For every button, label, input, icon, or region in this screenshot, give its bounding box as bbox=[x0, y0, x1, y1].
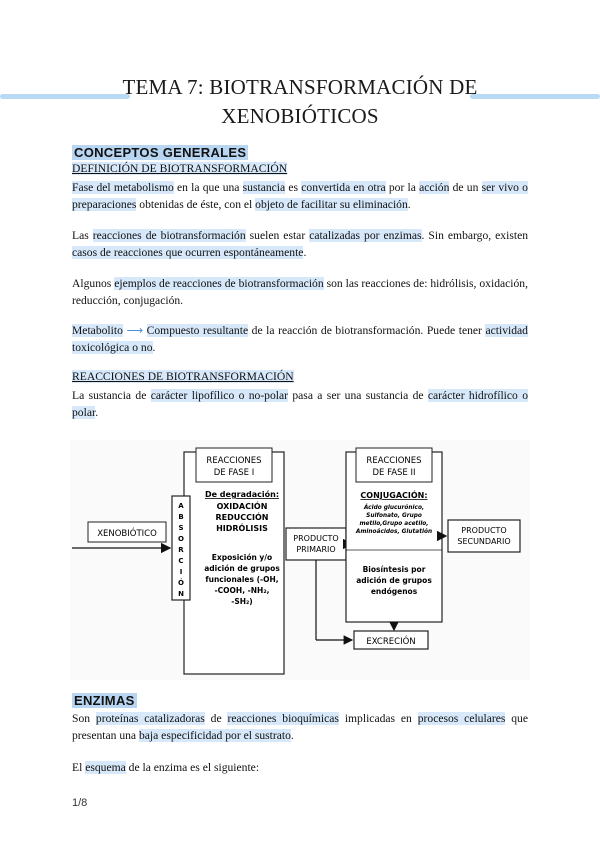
fase2-title-line2: DE FASE II bbox=[372, 468, 416, 478]
producto-secundario-line1: PRODUCTO bbox=[461, 526, 507, 535]
producto-secundario-box bbox=[448, 520, 520, 552]
highlight-text: actividad toxicológica o no bbox=[72, 324, 528, 354]
absorcion-letter: B bbox=[178, 513, 184, 521]
fase2-body: adición de grupos bbox=[356, 576, 432, 585]
paragraph-lipofilico bbox=[72, 387, 528, 421]
fase1-item: OXIDACIÓN bbox=[216, 502, 268, 511]
producto-primario-line1: PRODUCTO bbox=[293, 534, 339, 543]
text: . bbox=[95, 406, 99, 419]
highlight-text: reacciones bioquímicas bbox=[227, 712, 339, 725]
paragraph-definicion bbox=[72, 179, 528, 213]
highlight-text: Metabolito bbox=[72, 324, 123, 337]
text: . Sin embargo, existen bbox=[421, 229, 529, 242]
fase1-body: funcionales (-OH, bbox=[205, 575, 279, 584]
absorcion-letter: S bbox=[178, 524, 184, 532]
absorcion-letter: Ó bbox=[178, 579, 184, 587]
fase1-item: HIDRÓLISIS bbox=[216, 524, 268, 533]
absorcion-letter: A bbox=[178, 502, 184, 510]
fase1-head: De degradación: bbox=[204, 490, 280, 499]
fase2-body: Biosíntesis por bbox=[362, 565, 426, 574]
text: suelen estar bbox=[245, 229, 310, 242]
fase2-item: Aminoácidos, Glutatión bbox=[355, 529, 433, 535]
highlight-text: carácter lipofílico o no-polar bbox=[150, 389, 289, 402]
text: . bbox=[152, 341, 156, 354]
absorcion-letter: C bbox=[178, 557, 184, 565]
text: de la reacción de biotransformación. Puede tener bbox=[248, 324, 486, 337]
text: en la que una bbox=[173, 181, 243, 194]
text: de bbox=[204, 712, 228, 725]
absorcion-letter: I bbox=[179, 568, 183, 576]
section-heading-conceptos: CONCEPTOS GENERALES bbox=[74, 145, 247, 160]
fase2-item: Ácido glucurónico, bbox=[363, 505, 425, 511]
fase2-item: Sulfonato, Grupo bbox=[366, 513, 422, 519]
paragraph-metabolito bbox=[72, 322, 528, 356]
highlight-text: carácter hidrofílico o polar bbox=[72, 389, 528, 419]
right-arrow-icon: ⟶ bbox=[126, 323, 144, 337]
biotransformation-diagram bbox=[70, 440, 530, 680]
highlight-text: ser vivo o preparaciones bbox=[72, 181, 528, 211]
absorcion-letter: O bbox=[178, 535, 184, 543]
highlight-text: procesos celulares bbox=[417, 712, 506, 725]
highlight-text: Fase del metabolismo bbox=[72, 181, 174, 194]
highlight-text: convertida en otra bbox=[301, 181, 386, 194]
text: es bbox=[285, 181, 302, 194]
fase1-body: adición de grupos bbox=[204, 564, 280, 573]
text: son las reacciones de: hidrólisis, oxidación, reducción, conjugación. bbox=[72, 277, 528, 307]
text: Son bbox=[72, 712, 96, 725]
fase2-body: endógenos bbox=[370, 587, 418, 596]
paragraph-ejemplos bbox=[72, 275, 528, 309]
fase1-item: REDUCCIÓN bbox=[215, 513, 269, 522]
producto-secundario-line2: SECUNDARIO bbox=[457, 537, 511, 546]
absorcion-letter: R bbox=[178, 546, 184, 554]
text: Algunos bbox=[72, 277, 115, 290]
fase1-box bbox=[184, 452, 284, 674]
absorcion-letter: N bbox=[178, 590, 184, 598]
excrecion-label: EXCRECIÓN bbox=[366, 637, 416, 647]
highlight-text: Compuesto resultante bbox=[146, 324, 249, 337]
fase2-head: CONJUGACIÓN: bbox=[360, 491, 428, 500]
highlight-text: casos de reacciones que ocurren espontáneamente bbox=[72, 246, 304, 259]
highlight-text: reacciones de biotransformación bbox=[92, 229, 246, 242]
producto-primario-box bbox=[286, 528, 346, 560]
text: obtenidas de éste, con el bbox=[136, 198, 256, 211]
fase2-title-line1: REACCIONES bbox=[366, 456, 422, 466]
highlight-text: sustancia bbox=[242, 181, 286, 194]
text: de la enzima es el siguiente: bbox=[125, 761, 260, 774]
page-number: 1/8 bbox=[72, 797, 88, 809]
text: . bbox=[290, 729, 294, 742]
page-title-line2: XENOBIÓTICOS bbox=[221, 104, 379, 128]
fase1-body: -COOH, -NH₂, bbox=[214, 586, 270, 595]
text: . bbox=[303, 246, 307, 259]
text: de un bbox=[449, 181, 482, 194]
text: por la bbox=[385, 181, 420, 194]
subheading-reacciones-biotransformacion: REACCIONES DE BIOTRANSFORMACIÓN bbox=[72, 370, 294, 383]
section-heading-enzimas: ENZIMAS bbox=[74, 693, 135, 708]
highlight-text: ejemplos de reacciones de biotransformación bbox=[114, 277, 324, 290]
fase1-title-line2: DE FASE I bbox=[213, 468, 255, 478]
subheading-definicion: DEFINICIÓN DE BIOTRANSFORMACIÓN bbox=[72, 162, 288, 175]
highlight-text: objeto de facilitar su eliminación bbox=[255, 198, 408, 211]
highlight-text: catalizadas por enzimas bbox=[309, 229, 422, 242]
text: Las bbox=[72, 229, 93, 242]
fase1-body: -SH₂) bbox=[231, 597, 253, 606]
paragraph-esquema bbox=[72, 759, 528, 776]
fase1-body: Exposición y/o bbox=[211, 553, 273, 562]
text: . bbox=[407, 198, 411, 211]
text: El bbox=[72, 761, 86, 774]
fase2-item: metilo,Grupo acetilo, bbox=[359, 521, 429, 527]
text: que presentan una bbox=[72, 712, 528, 742]
highlight-text: baja especificidad por el sustrato bbox=[138, 729, 291, 742]
paragraph-enzimas bbox=[72, 710, 528, 744]
text: implicadas en bbox=[338, 712, 418, 725]
text: pasa a ser una sustancia de bbox=[288, 389, 428, 402]
producto-primario-line2: PRIMARIO bbox=[296, 545, 336, 554]
page-title-line1: TEMA 7: BIOTRANSFORMACIÓN DE bbox=[122, 75, 478, 99]
highlight-text: acción bbox=[419, 181, 450, 194]
highlight-text: esquema bbox=[85, 761, 126, 774]
highlight-text: proteínas catalizadoras bbox=[95, 712, 205, 725]
fase1-title-line1: REACCIONES bbox=[206, 456, 262, 466]
paragraph-reacciones bbox=[72, 227, 528, 261]
xenobiotico-label: XENOBIÓTICO bbox=[97, 529, 157, 539]
text: La sustancia de bbox=[72, 389, 151, 402]
